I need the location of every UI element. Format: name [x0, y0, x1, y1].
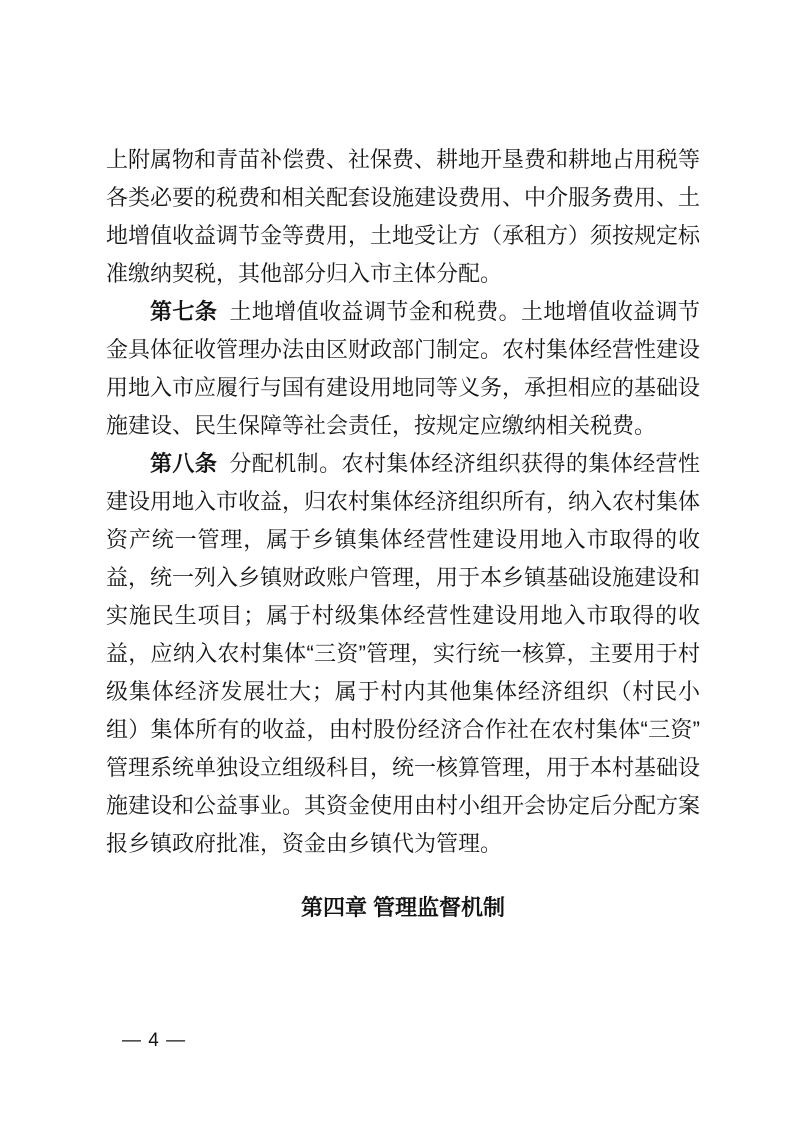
paragraph-continuation [106, 141, 700, 293]
paragraph-article-8 [106, 445, 700, 863]
article-7-text: 土地增值收益调节金和税费。土地增值收益调节金具体征收管理办法由区财政部门制定。农村集体经营性建设用地入市应履行与国有建设用地同等义务，承担相应的基础设施建设、民生保障等社会责任，按规定应缴纳相关税费。 [106, 299, 701, 438]
paragraph-article-7 [106, 293, 700, 445]
article-8-label: 第八条 [150, 451, 218, 476]
article-8-text: 分配机制。农村集体经济组织获得的集体经营性建设用地入市收益，归农村集体经济组织所有，纳入农村集体资产统一管理，属于乡镇集体经营性建设用地入市取得的收益，统一列入乡镇财政账户管理，用于本乡镇基础设施建设和实施民生项目；属于村级集体经营性建设用地入市取得的收益，应纳入农村集体“三资”管理，实行统一核算，主要用于村级集体经济发展壮大；属于村内其他集体经济组织（村民小组）集体所有的收益，由村股份经济合作社在农村集体“三资”管理系统单独设立组级科目，统一核算管理，用于本村基础设施建设和公益事业。其资金使用由村小组开会协定后分配方案报乡镇政府批准，资金由乡镇代为管理。 [106, 451, 701, 856]
document-body [106, 141, 700, 927]
paragraph-continuation-text: 上附属物和青苗补偿费、社保费、耕地开垦费和耕地占用税等各类必要的税费和相关配套设施建设费用、中介服务费用、土地增值收益调节金等费用，土地受让方（承租方）须按规定标准缴纳契税，其他部分归入市主体分配。 [106, 147, 701, 286]
chapter-heading: 第四章 管理监督机制 [300, 895, 506, 920]
article-7-label: 第七条 [150, 299, 218, 324]
page-number: — 4 — [122, 1030, 187, 1051]
